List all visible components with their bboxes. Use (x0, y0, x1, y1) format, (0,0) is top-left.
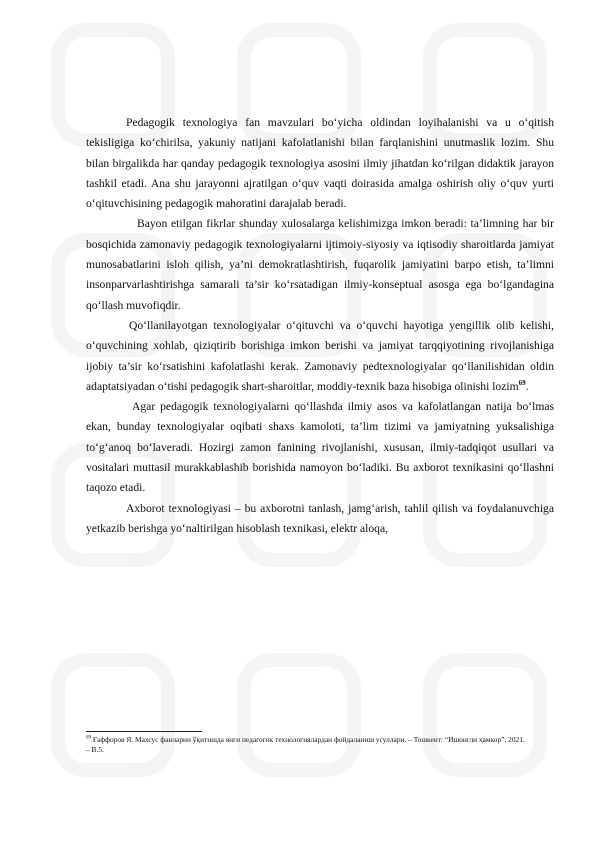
paragraph-4: Agar pedagogik texnologiyalarni qo‘llashda ilmiy asos va kafolatlangan natija bo‘lmas ekan, bunday texnologiyalar oqibati shaxs kamoloti, ta’lim tizimi va jamiyatning yuksalishiga to‘g‘anoq bo‘laveradi. Hozirgi zamon fanining rivojlanishi, xususan, ilmiy-tadqiqot usullari va vositalari muttasil murakkablashib borishida namoyon bo‘ladiki. Bu axborot texnikasini qo‘llashni taqozo etadi. (86, 400, 554, 495)
paragraph-3 (86, 316, 554, 397)
footnote-separator (86, 731, 202, 732)
paragraph-2: Bayon etilgan fikrlar shunday xulosalarga kelishimizga imkon beradi: ta’limning har bir bosqichida zamonaviy pedagogik texnologiyalarni ijtimoiy-siyosiy va iqtisodiy sharoitlarda jamiyat munosabatlarini isloh qilish, ya’ni demokratlashtirish, fuqarolik jamiyatini barpo etish, ta’limni insonparvarlashtirishga samarali ta’sir ko‘rsatadigan ilmiy-konseptual asosga ega bo‘lgandagina qo‘llash muvofiqdir. (86, 217, 554, 312)
footnote (86, 735, 526, 756)
footnote-reference[interactable]: 69 (518, 379, 526, 387)
paragraph-3-end: . (525, 379, 529, 393)
footnote-text: Ғаффоров Я. Махсус фанларни ўқитишда янги педагогик технологиялардан фойдаланиш усуллари. – Тошкент: “Ишонгли ҳамкор”, 2021. – В.5. (86, 735, 525, 755)
main-text (86, 113, 554, 539)
paragraph-3-text: Qo‘llanilayotgan texnologiyalar o‘qituvchi va o‘quvchi hayotiga yengillik olib kelishi, o‘quvchining xohlab, qiziqtirib borishiga imkon berishi va jamiyat tarqqiyotining rivojlanishiga ijobiy ta’sir ko‘rsatishini kafolatlashi kerak. Zamonaviy pedtexnologiyalar qo‘llanilishidan oldin adaptatsiyadan o‘tishi pedagogik shart-sharoitlar, moddiy-texnik baza hisobiga olinishi lozim (86, 318, 554, 393)
paragraph-5: Axborot texnologiyasi – bu axborotni tanlash, jamg‘arish, tahlil qilish va foydalanuvchiga yetkazib berishga yo‘naltirilgan hisoblash texnikasi, elektr aloqa, (86, 501, 554, 535)
footnote-number: 69 (86, 735, 91, 741)
paragraph-1: Pedagogik texnologiya fan mavzulari bo‘yicha oldindan loyihalanishi va u o‘qitish tekisligiga ko‘chirilsa, yakuniy natijani kafolatlanishi bilan farqlanishini unutmaslik lozim. Shu bilan birgalikda har qanday pedagogik texnologiya asosini ilmiy jihatdan ko‘rilgan didaktik jarayon tashkil etadi. Ana shu jarayonni ajratilgan o‘quv vaqti doirasida amalga oshirish oliy o‘quv yurti o‘qituvchisining pedagogik mahoratini darajalab beradi. (86, 116, 554, 211)
